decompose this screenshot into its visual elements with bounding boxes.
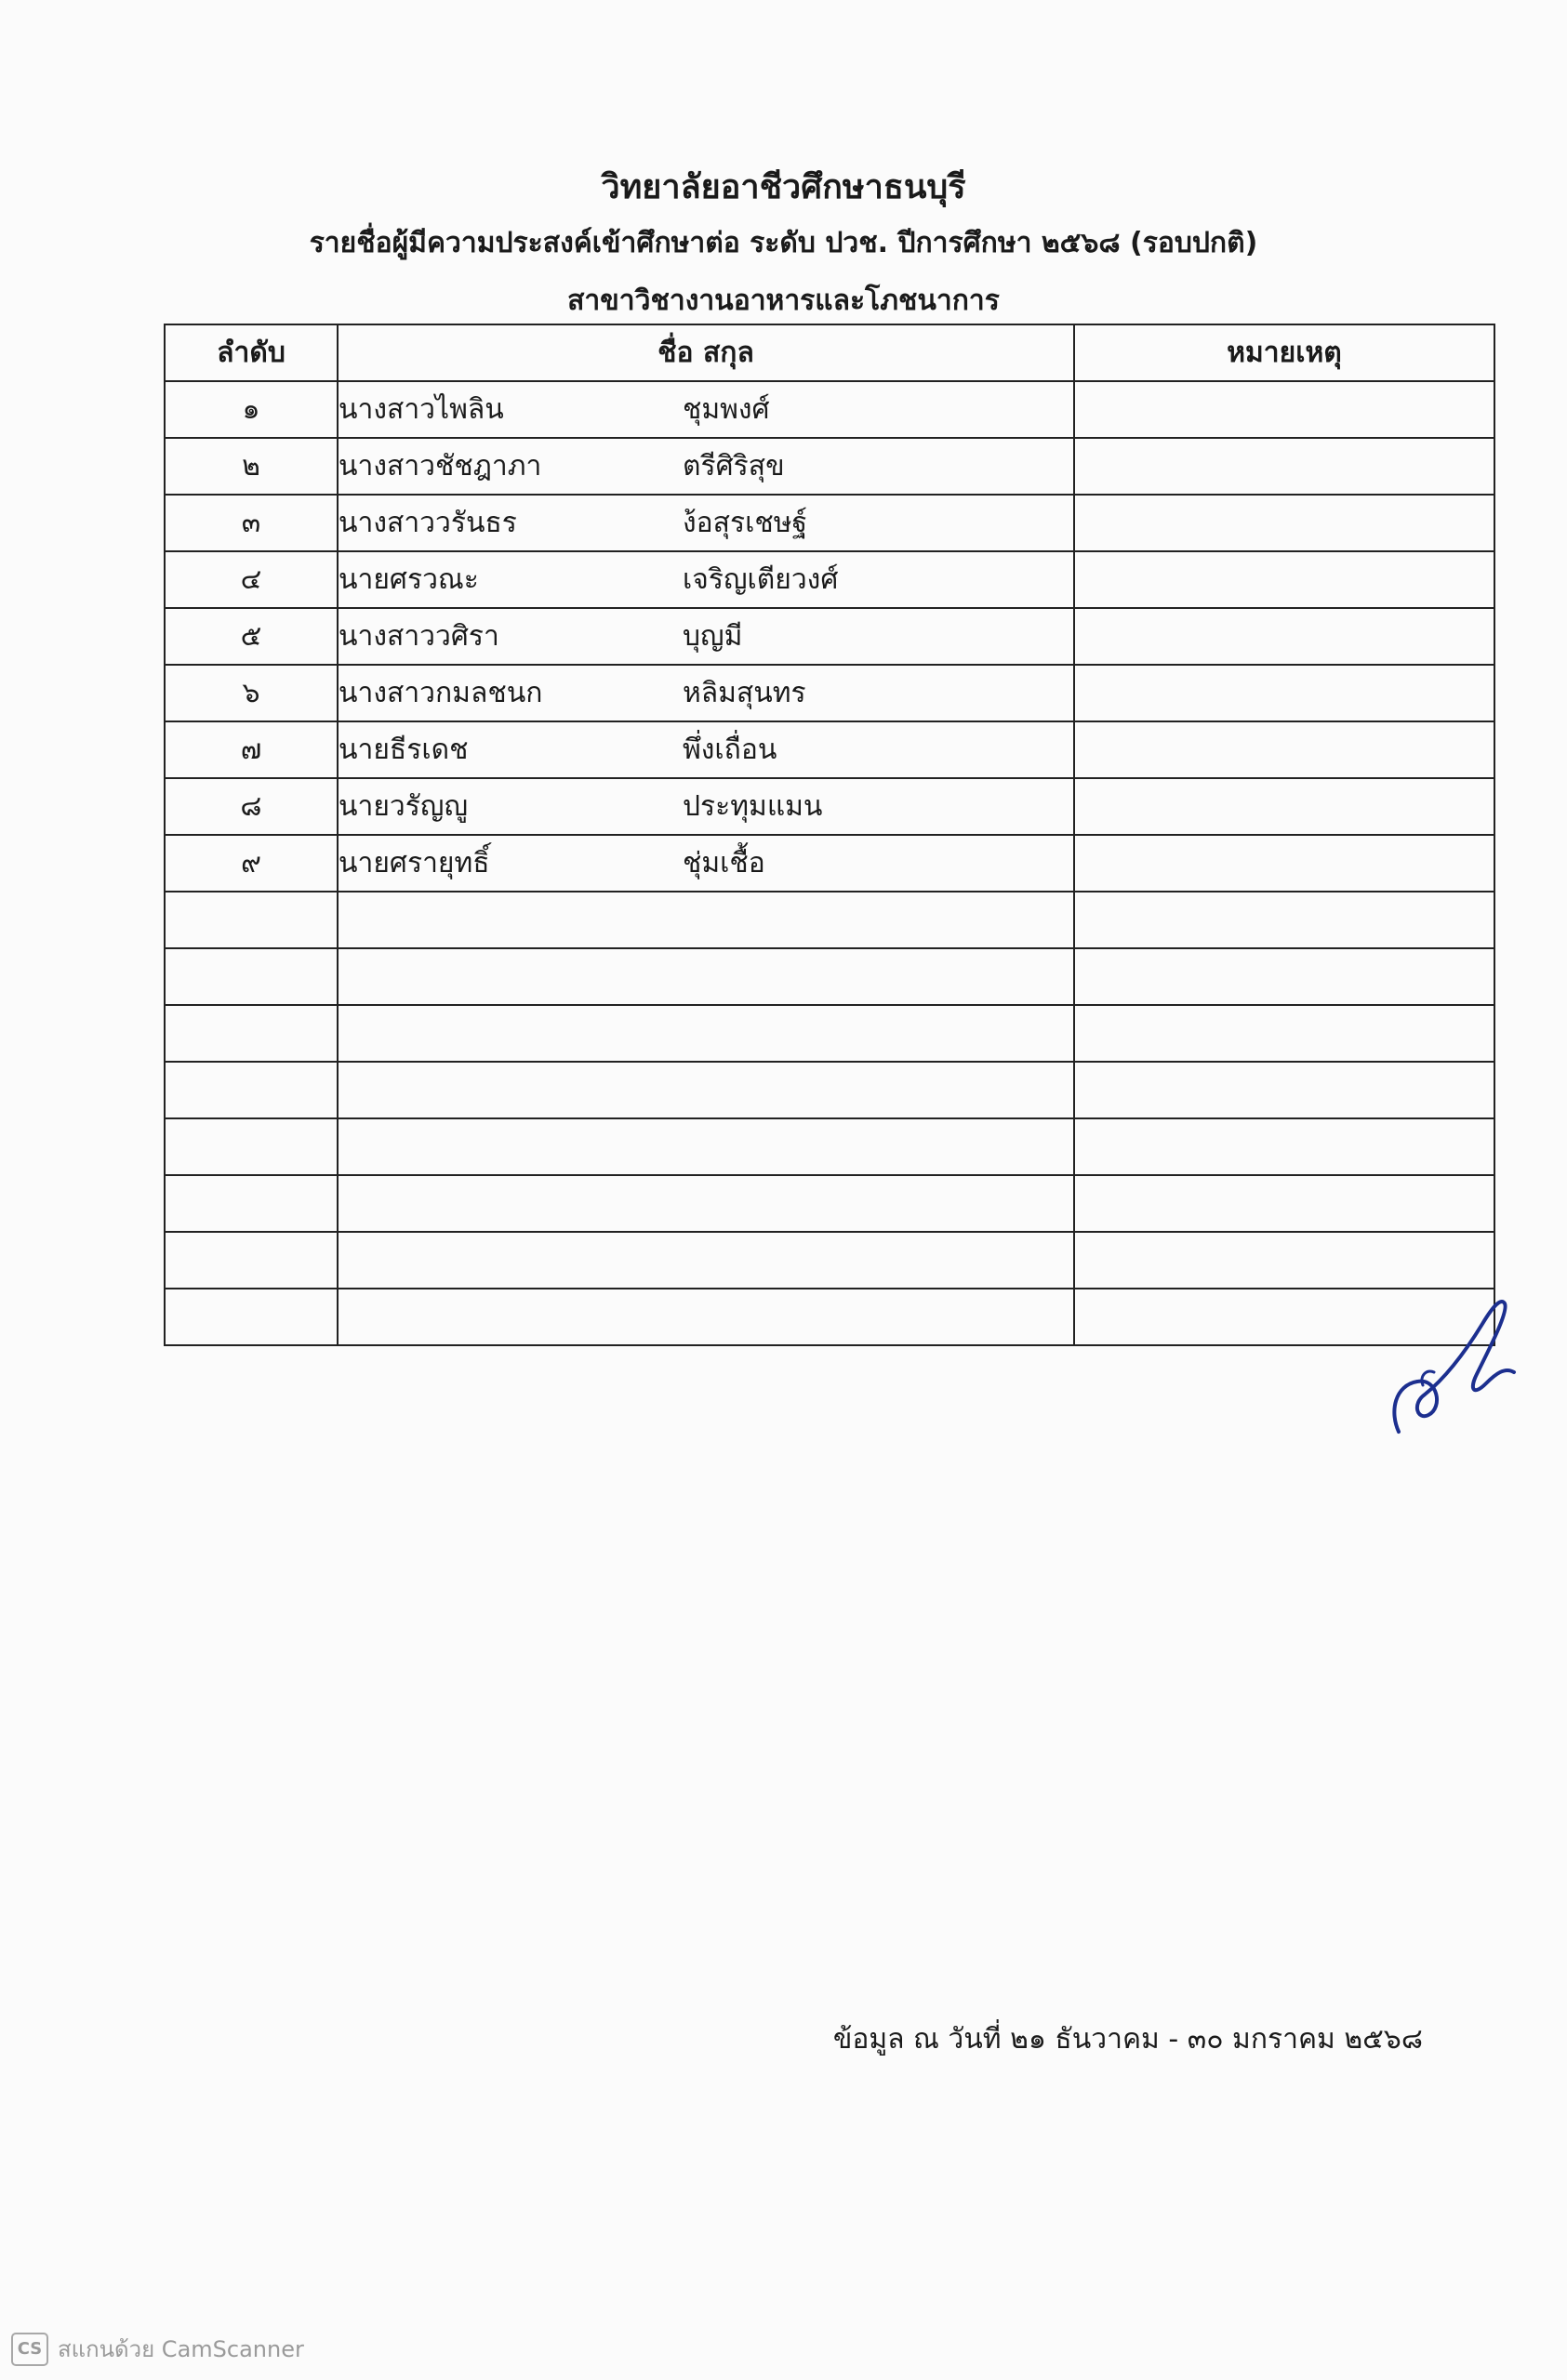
row-note [1074,778,1494,835]
table-row [165,551,1494,608]
table-row [165,778,1494,835]
row-number: ๔ [165,551,338,608]
last-name: ประทุมแมน [683,790,823,823]
table-row [165,721,1494,778]
table-row [165,665,1494,721]
row-note [1074,438,1494,495]
row-note [1074,1005,1494,1062]
row-name [338,778,1074,835]
row-name [338,1232,1074,1289]
row-number: ๕ [165,608,338,665]
row-name [338,495,1074,551]
last-name: พึ่งเถื่อน [683,734,777,766]
row-name [338,608,1074,665]
table-row [165,1175,1494,1232]
row-note [1074,721,1494,778]
row-number [165,1175,338,1232]
table-body [165,381,1494,1345]
first-name: นายวรัญญู [339,790,469,823]
document-title: วิทยาลัยอาชีวศึกษาธนบุรี [601,168,966,206]
row-name [338,721,1074,778]
row-name [338,551,1074,608]
camscanner-text: สแกนด้วย CamScanner [58,2336,304,2362]
row-name [338,835,1074,892]
row-number: ๓ [165,495,338,551]
last-name: ง้อสุรเชษฐ์ [683,507,808,539]
row-number [165,1062,338,1118]
table-row [165,1005,1494,1062]
row-name [338,665,1074,721]
row-note [1074,381,1494,438]
first-name: นายศรวณะ [339,563,479,596]
last-name: เจริญเตียวงศ์ [683,563,839,596]
row-note [1074,495,1494,551]
row-name [338,892,1074,948]
row-note [1074,948,1494,1005]
row-number [165,1118,338,1175]
first-name: นางสาวไพลิน [339,393,504,426]
row-number [165,1005,338,1062]
first-name: นายศรายุทธิ์ [339,847,490,879]
row-number: ๑ [165,381,338,438]
row-name [338,1289,1074,1345]
row-number: ๗ [165,721,338,778]
table-row [165,608,1494,665]
row-note [1074,892,1494,948]
last-name: ชุมพงศ์ [683,393,770,426]
row-name [338,381,1074,438]
row-note [1074,1062,1494,1118]
row-name [338,1175,1074,1232]
row-number: ๙ [165,835,338,892]
table-row [165,892,1494,948]
table-row [165,381,1494,438]
row-name [338,438,1074,495]
row-number: ๖ [165,665,338,721]
first-name: นางสาวกมลชนก [339,677,543,709]
row-name [338,1118,1074,1175]
department-heading: สาขาวิชางานอาหารและโภชนาการ [567,284,1000,317]
data-date-note: ข้อมูล ณ วันที่ ๒๑ ธันวาคม - ๓๐ มกราคม ๒๕๖๘ [832,2023,1423,2056]
signature-mark [1386,1276,1525,1461]
row-number [165,1289,338,1345]
table-row [165,1062,1494,1118]
first-name: นางสาววรันธร [339,507,517,539]
first-name: นางสาวชัชฎาภา [339,450,542,483]
header-name: ชื่อ สกุล [338,324,1074,381]
table-row [165,495,1494,551]
header-note: หมายเหตุ [1074,324,1494,381]
table-row [165,835,1494,892]
row-note [1074,1175,1494,1232]
row-number [165,1232,338,1289]
table-row [165,1289,1494,1345]
row-number [165,948,338,1005]
table-row [165,1232,1494,1289]
row-name [338,1062,1074,1118]
row-note [1074,835,1494,892]
table-row [165,948,1494,1005]
row-number: ๘ [165,778,338,835]
last-name: ชุ่มเชื้อ [683,847,765,879]
last-name: ตรีศิริสุข [683,450,785,483]
last-name: หลิมสุนทร [683,677,806,709]
row-note [1074,551,1494,608]
table-row [165,1118,1494,1175]
row-note [1074,665,1494,721]
first-name: นางสาววศิรา [339,620,499,653]
last-name: บุญมี [683,620,743,653]
row-name [338,1005,1074,1062]
camscanner-logo-icon: CS [11,2333,48,2366]
row-number: ๒ [165,438,338,495]
document-subtitle: รายชื่อผู้มีความประสงค์เข้าศึกษาต่อ ระดับ ปวช. ปีการศึกษา ๒๕๖๘ (รอบปกติ) [309,227,1258,259]
table-header-row [165,324,1494,381]
first-name: นายธีรเดช [339,734,469,766]
table-row [165,438,1494,495]
row-number [165,892,338,948]
student-list-table [164,324,1495,1346]
row-note [1074,1118,1494,1175]
row-name [338,948,1074,1005]
header-no: ลำดับ [165,324,338,381]
camscanner-watermark [11,2331,304,2367]
row-note [1074,608,1494,665]
